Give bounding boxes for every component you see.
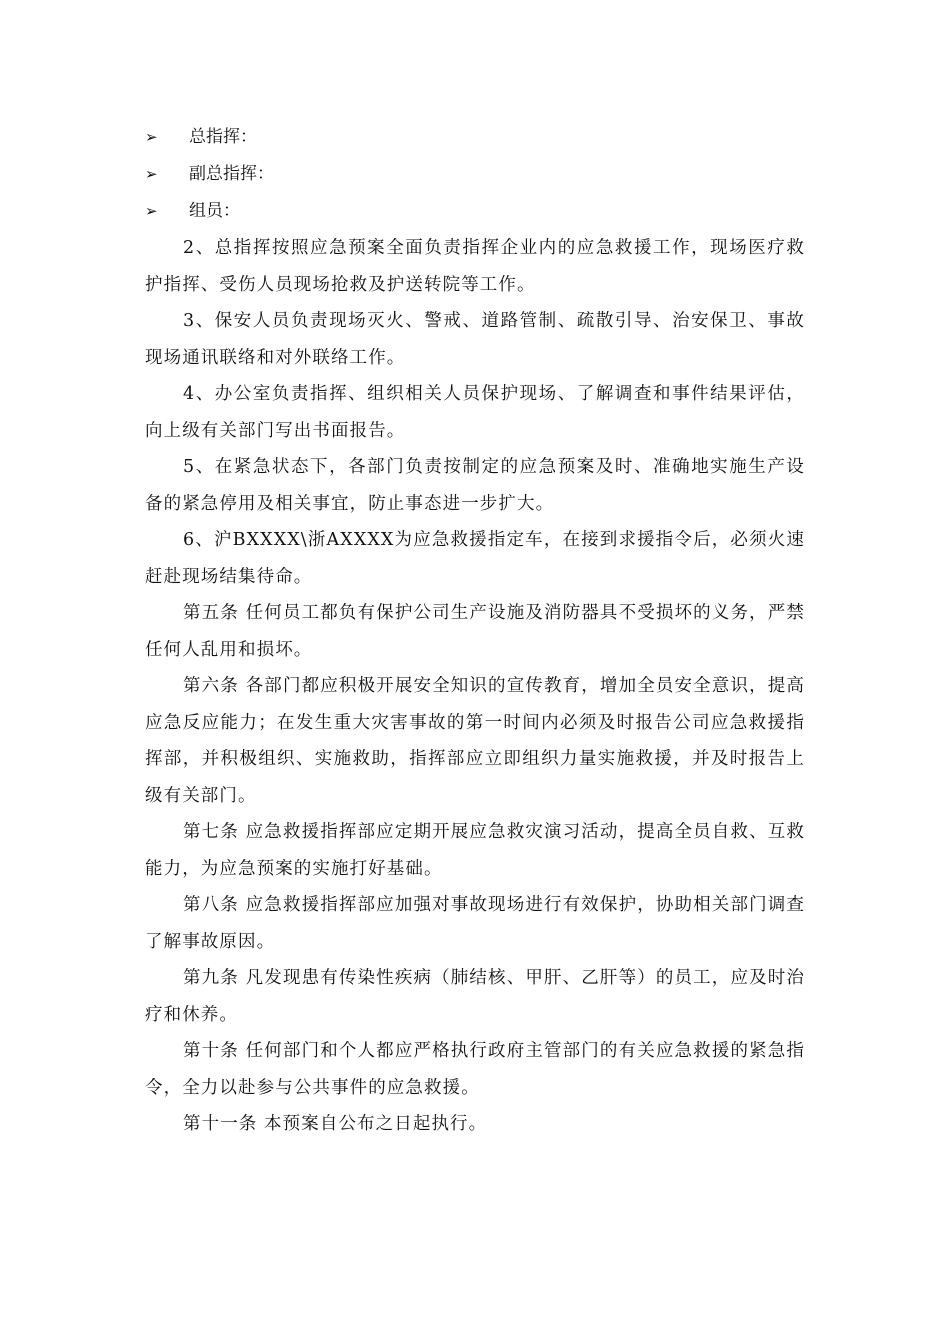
paragraph-item-4: 4、办公室负责指挥、组织相关人员保护现场、了解调查和事件结果评估，向上级有关部门写出书面报告。 bbox=[145, 384, 805, 441]
arrow-bullet-icon: ➢ bbox=[145, 165, 158, 183]
bullet-label: 组员： bbox=[189, 201, 240, 221]
article-7: 第七条 应急救援指挥部应定期开展应急救灾演习活动，提高全员自救、互救能力，为应急预案的实施打好基础。 bbox=[145, 822, 805, 879]
paragraph-item-6: 6、沪BXXXX\浙AXXXX为应急救援指定车，在接到求援指令后，必须火速赶赴现场结集待命。 bbox=[145, 530, 805, 587]
bullet-commander bbox=[145, 119, 805, 156]
article-6: 第六条 各部门都应积极开展安全知识的宣传教育，增加全员安全意识，提高应急反应能力；在发生重大灾害事故的第一时间内必须及时报告公司应急救援指挥部，并积极组织、实施救助，指挥部应立即组织力量实施救援，并及时报告上级有关部门。 bbox=[145, 676, 805, 806]
bullet-members bbox=[145, 193, 805, 230]
arrow-bullet-icon: ➢ bbox=[145, 202, 158, 220]
paragraph-item-5: 5、在紧急状态下，各部门负责按制定的应急预案及时、准确地实施生产设备的紧急停用及相关事宜，防止事态进一步扩大。 bbox=[145, 457, 805, 514]
bullet-deputy-commander bbox=[145, 156, 805, 193]
bullet-label: 总指挥： bbox=[189, 127, 257, 147]
article-5: 第五条 任何员工都负有保护公司生产设施及消防器具不受损坏的义务，严禁任何人乱用和损坏。 bbox=[145, 603, 805, 660]
paragraph-item-2: 2、总指挥按照应急预案全面负责指挥企业内的应急救援工作，现场医疗救护指挥、受伤人员现场抢救及护送转院等工作。 bbox=[145, 238, 805, 295]
article-8: 第八条 应急救援指挥部应加强对事故现场进行有效保护，协助相关部门调查了解事故原因。 bbox=[145, 895, 805, 952]
document-body bbox=[145, 119, 805, 1143]
paragraph-item-3: 3、保安人员负责现场灭火、警戒、道路管制、疏散引导、治安保卫、事故现场通讯联络和对外联络工作。 bbox=[145, 311, 805, 368]
article-10: 第十条 任何部门和个人都应严格执行政府主管部门的有关应急救援的紧急指令，全力以赴参与公共事件的应急救援。 bbox=[145, 1041, 805, 1098]
bullet-label: 副总指挥： bbox=[189, 164, 274, 184]
article-9: 第九条 凡发现患有传染性疾病（肺结核、甲肝、乙肝等）的员工，应及时治疗和休养。 bbox=[145, 968, 805, 1025]
arrow-bullet-icon: ➢ bbox=[145, 128, 158, 146]
article-11: 第十一条 本预案自公布之日起执行。 bbox=[183, 1114, 488, 1134]
